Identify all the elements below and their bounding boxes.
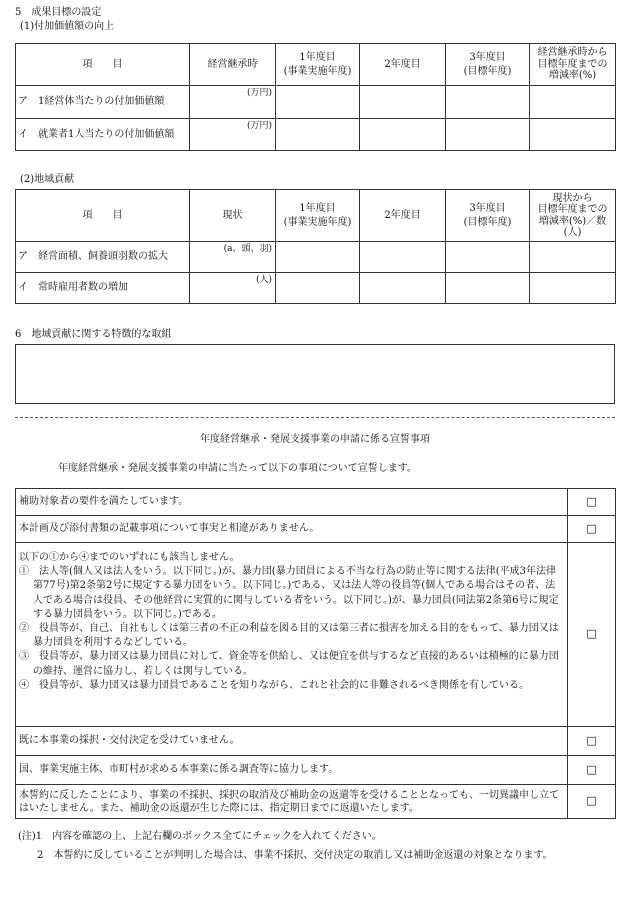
unit-label: (万円) xyxy=(246,121,272,131)
exclusion-lead: 以下の①から④までのいずれにも該当しません。 xyxy=(19,552,240,563)
header-item: 項 目 xyxy=(16,190,190,242)
header-item: 項 目 xyxy=(16,44,190,86)
value-cell[interactable] xyxy=(276,119,360,151)
value-added-table xyxy=(15,43,616,151)
unit-label: (万円) xyxy=(246,88,272,98)
section-6-title: 6 地域貢献に関する特徴的な取組 xyxy=(15,329,172,340)
value-cell[interactable] xyxy=(530,273,616,304)
row-label: ア 1経営体当たりの付加価値額 xyxy=(16,86,190,119)
exclusion-point: ② 役員等が、自己、自社もしくは第三者の不正の利益を図る目的又は第三者に損害を加える目的をもって、暴力団又は暴力団員を利用するなどしている。 xyxy=(19,622,559,649)
row-label: イ 常時雇用者数の増加 xyxy=(16,273,190,304)
value-cell[interactable] xyxy=(360,86,446,119)
header-change-rate: 経営継承時から 目標年度までの 増減率(%) xyxy=(530,44,616,86)
value-cell[interactable] xyxy=(446,273,530,304)
declaration-item: 本計画及び添付書類の記載事項について事実と相違がありません。 xyxy=(16,516,568,543)
value-cell[interactable] xyxy=(446,86,530,119)
header-year2: 2年度目 xyxy=(360,190,446,242)
header-at-succession: 経営継承時 xyxy=(190,44,276,86)
value-cell[interactable] xyxy=(446,119,530,151)
declaration-item: 既に本事業の採択・交付決定を受けていません。 xyxy=(16,727,568,756)
header-year1: 1年度目 (事業実施年度) xyxy=(276,190,360,242)
value-cell[interactable] xyxy=(276,242,360,273)
header-current: 現状 xyxy=(190,190,276,242)
section-5-title: 5 成果目標の設定 xyxy=(15,7,102,18)
exclusion-point: ③ 役員等が、暴力団又は暴力団員に対して、資金等を供給し、又は便宜を供与するなど直接的あるいは積極的に暴力団の維持、運営に協力し、若しくは関与している。 xyxy=(19,651,559,677)
table-row xyxy=(16,242,616,273)
value-cell[interactable] xyxy=(360,242,446,273)
declaration-item xyxy=(16,543,568,727)
value-cell[interactable] xyxy=(276,86,360,119)
declaration-checkbox[interactable]: □ xyxy=(568,785,616,819)
row-label: イ 就業者1人当たりの付加価値額 xyxy=(16,119,190,151)
value-cell[interactable] xyxy=(190,242,276,273)
regional-contribution-table xyxy=(15,189,616,304)
declaration-checkbox[interactable]: □ xyxy=(568,516,616,543)
table-row xyxy=(16,756,616,785)
table-row xyxy=(16,86,616,119)
table-row xyxy=(16,785,616,819)
row-label: ア 経営面積、飼養頭羽数の拡大 xyxy=(16,242,190,273)
declaration-table xyxy=(15,488,616,819)
table-row xyxy=(16,119,616,151)
table-row xyxy=(16,516,616,543)
value-cell[interactable] xyxy=(190,119,276,151)
value-cell[interactable] xyxy=(530,242,616,273)
note-2: 2 本誓約に反していることが判明した場合は、事業不採択、交付決定の取消し又は補助金返還の対象となります。 xyxy=(37,850,553,861)
value-cell[interactable] xyxy=(360,273,446,304)
declaration-item: 補助対象者の要件を満たしています。 xyxy=(16,489,568,516)
value-cell[interactable] xyxy=(190,86,276,119)
table-row xyxy=(16,543,616,727)
table-row xyxy=(16,273,616,304)
exclusion-point: ① 法人等(個人又は法人をいう。以下同じ。)が、暴力団(暴力団員による不当な行為の防止等に関する法律(平成3年法律第77号)第2条第2号に規定する暴力団をいう。以下同じ。)である、又は法人等の役員等(個人である場合はその者、法人である場合は役員、その他経営に実質的に関与している者をいう。以下同じ。)が、暴力団員(同法第2条第6号に規定する暴力団員をいう。以下同じ。)である。 xyxy=(19,566,559,620)
regional-initiative-textbox[interactable] xyxy=(15,344,615,404)
declaration-checkbox[interactable]: □ xyxy=(568,489,616,516)
value-cell[interactable] xyxy=(190,273,276,304)
value-cell[interactable] xyxy=(530,86,616,119)
value-cell[interactable] xyxy=(530,119,616,151)
declaration-checkbox[interactable]: □ xyxy=(568,756,616,785)
value-cell[interactable] xyxy=(360,119,446,151)
dashed-divider xyxy=(15,417,615,418)
header-year2: 2年度目 xyxy=(360,44,446,86)
header-change-rate: 現状から 目標年度までの 増減率(%)／数 (人) xyxy=(530,190,616,242)
table-row xyxy=(16,489,616,516)
exclusion-point: ④ 役員等が、暴力団又は暴力団員であることを知りながら、これと社会的に非難されるべき関係を有している。 xyxy=(19,679,529,691)
declaration-checkbox[interactable]: □ xyxy=(568,727,616,756)
unit-label: (人) xyxy=(255,275,272,285)
table-row xyxy=(16,727,616,756)
value-cell[interactable] xyxy=(276,273,360,304)
declaration-item: 本誓約に反したことにより、事業の不採択、採択の取消及び補助金の返還等を受けることとなっても、一切異議申し立てはいたしません。また、補助金の返還が生じた際には、指定期日までに返還いたします。 xyxy=(16,785,568,819)
subsection-2-title: (2)地域貢献 xyxy=(20,174,75,185)
header-year3: 3年度目 (目標年度) xyxy=(446,190,530,242)
declaration-title: 年度経営継承・発展支援事業の申請に係る宣誓事項 xyxy=(200,434,430,445)
unit-label: (a、頭、羽) xyxy=(223,244,272,254)
declaration-checkbox[interactable]: □ xyxy=(568,543,616,727)
header-year3: 3年度目 (目標年度) xyxy=(446,44,530,86)
value-cell[interactable] xyxy=(446,242,530,273)
header-year1: 1年度目 (事業実施年度) xyxy=(276,44,360,86)
note-1: (注)1 内容を確認の上、上記右欄のボックス全てにチェックを入れてください。 xyxy=(18,831,382,842)
declaration-item: 国、事業実施主体、市町村が求める本事業に係る調査等に協力します。 xyxy=(16,756,568,785)
declaration-intro: 年度経営継承・発展支援事業の申請に当たって以下の事項について宣誓します。 xyxy=(58,463,417,474)
subsection-1-title: (1)付加価値額の向上 xyxy=(20,21,115,32)
